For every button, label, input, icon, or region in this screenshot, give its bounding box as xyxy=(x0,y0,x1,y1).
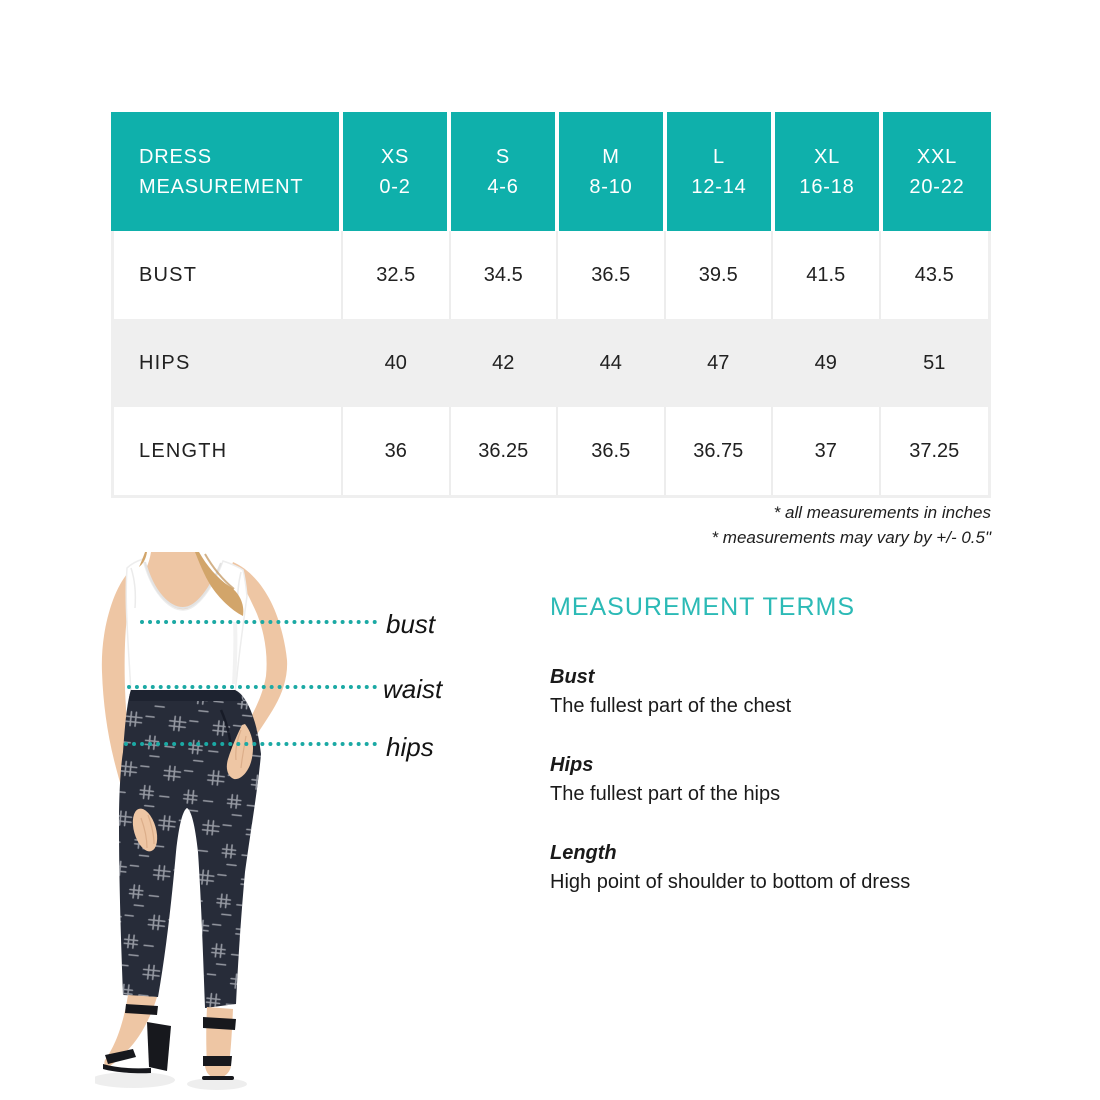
table-row-length xyxy=(114,407,988,495)
size-table xyxy=(111,112,991,498)
cell-length-m: 36.5 xyxy=(558,407,666,495)
cell-bust-xs: 32.5 xyxy=(343,231,451,319)
hips-dotted-line xyxy=(124,742,377,746)
term-bust xyxy=(550,663,990,721)
cell-hips-l: 47 xyxy=(666,319,774,407)
size-label: L xyxy=(713,145,725,168)
size-table-header xyxy=(111,112,991,231)
header-cell-m xyxy=(559,112,667,231)
cell-length-s: 36.25 xyxy=(451,407,559,495)
cell-bust-xxl: 43.5 xyxy=(881,231,989,319)
size-label: M xyxy=(602,145,620,168)
term-name: Hips xyxy=(550,754,594,776)
row-label: HIPS xyxy=(114,319,343,407)
term-name: Length xyxy=(550,842,617,864)
model-photo xyxy=(95,552,355,1100)
cell-hips-xxl: 51 xyxy=(881,319,989,407)
size-range: 20-22 xyxy=(909,175,965,198)
header-cell-xl xyxy=(775,112,883,231)
header-title-line2: MEASUREMENT xyxy=(139,175,304,198)
bust-dotted-line xyxy=(140,620,377,624)
size-label: XS xyxy=(380,145,410,168)
cell-hips-xl: 49 xyxy=(773,319,881,407)
term-definition: The fullest part of the hips xyxy=(550,783,781,805)
measurement-terms-heading: MEASUREMENT TERMS xyxy=(550,593,856,621)
table-row-bust xyxy=(114,231,988,319)
cell-bust-l: 39.5 xyxy=(666,231,774,319)
size-label: XXL xyxy=(916,145,958,168)
waist-dotted-line xyxy=(127,685,377,689)
cell-length-l: 36.75 xyxy=(666,407,774,495)
cell-hips-s: 42 xyxy=(451,319,559,407)
cell-bust-xl: 41.5 xyxy=(773,231,881,319)
size-range: 16-18 xyxy=(799,175,855,198)
term-definition: High point of shoulder to bottom of dress xyxy=(550,871,911,893)
cell-length-xs: 36 xyxy=(343,407,451,495)
cell-length-xxl: 37.25 xyxy=(881,407,989,495)
term-name: Bust xyxy=(550,666,595,688)
size-table-body xyxy=(111,231,991,498)
hips-label: hips xyxy=(386,732,434,762)
cell-hips-m: 44 xyxy=(558,319,666,407)
term-length xyxy=(550,839,990,897)
table-row-hips xyxy=(114,319,988,407)
size-label: S xyxy=(495,145,511,168)
size-label: XL xyxy=(813,145,841,168)
term-hips xyxy=(550,751,990,809)
header-cell-l xyxy=(667,112,775,231)
header-title-line1: DRESS xyxy=(139,145,212,168)
header-cell-s xyxy=(451,112,559,231)
header-cell-xs xyxy=(343,112,451,231)
size-range: 8-10 xyxy=(589,175,633,198)
waist-label: waist xyxy=(383,674,443,704)
header-cell-dress-measurement xyxy=(111,112,343,231)
size-range: 4-6 xyxy=(487,175,519,198)
measurement-terms-section xyxy=(550,593,990,927)
header-cell-xxl xyxy=(883,112,991,231)
cell-length-xl: 37 xyxy=(773,407,881,495)
row-label: BUST xyxy=(114,231,343,319)
term-definition: The fullest part of the chest xyxy=(550,695,792,717)
footnote-tolerance: * measurements may vary by +/- 0.5" xyxy=(711,528,991,547)
cell-hips-xs: 40 xyxy=(343,319,451,407)
size-range: 12-14 xyxy=(691,175,747,198)
cell-bust-m: 36.5 xyxy=(558,231,666,319)
bust-label: bust xyxy=(386,609,436,639)
footnote-inches: * all measurements in inches xyxy=(773,503,991,522)
size-range: 0-2 xyxy=(379,175,411,198)
cell-bust-s: 34.5 xyxy=(451,231,559,319)
measurement-footnotes xyxy=(711,500,991,550)
row-label: LENGTH xyxy=(114,407,343,495)
